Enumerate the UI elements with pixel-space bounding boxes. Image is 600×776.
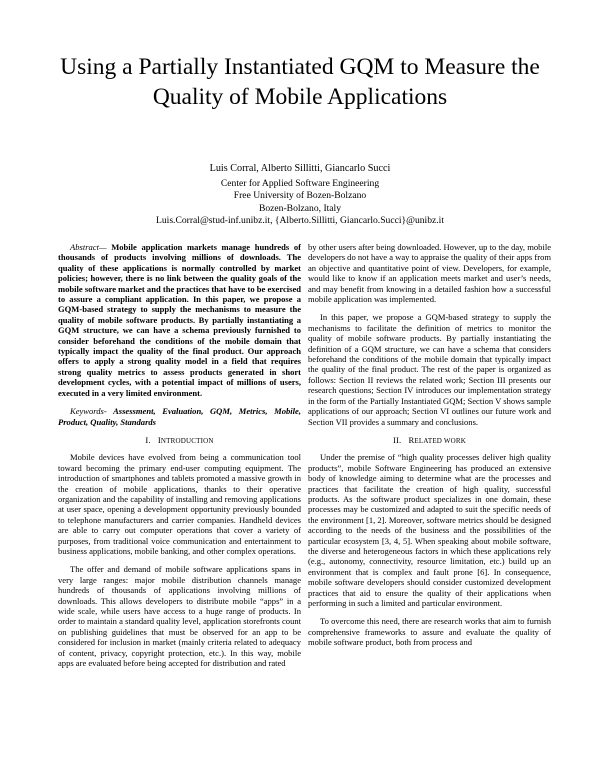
- keywords-text: Assessment, Evaluation, GQM, Metrics, Mobile, Product, Quality, Standards: [58, 406, 301, 427]
- author-names: Luis Corral, Alberto Sillitti, Giancarlo Succi: [209, 163, 391, 174]
- abstract-text: Mobile application markets manage hundreds of thousands of products involving millions of downloads. The quality of these applications is normally controlled by market policies; however, there is no link between the quality goals of the mobile software market and the practices that have to be exercised to assure a compliant application. In this paper, we propose a GQM-based strategy to supply the mechanisms to measure the quality of mobile software products. By partially instantiating a GQM structure, we can have a schema previously furnished to consider beforehand the conditions of the mobile domain that typically impact the quality of the final product. Our approach offers to apply a strong quality model in a field that requires strong quality metrics to assess products generated in short development cycles, with a potential impact of millions of users, executed in a very limited environment.: [58, 242, 301, 398]
- abstract-lead: Abstract—: [70, 242, 107, 252]
- section-initial: R: [408, 434, 415, 445]
- author-location: Bozen-Bolzano, Italy: [258, 202, 342, 214]
- author-emails: Luis.Corral@stud-inf.unibz.it, {Alberto.Sillitti, Giancarlo.Succi}@unibz.it: [156, 215, 444, 226]
- intro-paragraph-1: Mobile devices have evolved from being a communication tool toward becoming the primary end-user computing equipment. The introduction of smartphones and tablets promoted a massive growth in the creation of mobile applications, thanks to their operative organization and the capability of installing and removing applications at user space, opening a development opportunity previously bounded to telephone manufacturers and carrier companies. Handheld devices are able to carry out computer operations that cover a variety of purposes, from traditional voice communication and entertainment to business applications, mobile banking, and other complex operations.: [58, 452, 301, 556]
- intro-paragraph-2: The offer and demand of mobile software applications spans in very large ranges: major mobile distribution channels manage hundreds of thousands of applications involving millions of downloads. This allows developers to distribute mobile “apps” in a wide scale, while users have access to a huge range of products. In order to maintain a standard quality level, application storefronts count on publishing guidelines that must be observed for an app to be considered for inclusion in market (mainly criteria related to adequacy of content, privacy, copyright protection, etc.). In this way, mobile apps are evaluated before being accepted for distribution and rated: [58, 564, 301, 669]
- section-number: II.: [392, 434, 402, 445]
- keywords: [58, 406, 301, 427]
- author-block: [100, 163, 500, 228]
- section-title-rest: ELATED WORK: [414, 436, 467, 445]
- intro-paragraph-3: In this paper, we propose a GQM-based strategy to supply the mechanisms to facilitate the definition of metrics to monitor the quality of mobile software products. By partially instantiating the definition of a GQM structure, we can have a schema that considers beforehand the conditions of the mobile domain that typically impact the quality of the final product. The rest of the paper is organized as follows: Section II reviews the related work; Section III presents our research questions; Section IV introduces our implementation strategy in the form of the Partially Instantiated GQM; Section V shows sample applications of our approach; Section VI outlines our future work and Section VII provides a summary and conclusions.: [308, 312, 551, 427]
- section-initial: I: [157, 434, 161, 445]
- right-column: [308, 242, 551, 656]
- section-number: I.: [145, 434, 151, 445]
- author-affiliation: Center for Applied Software Engineering: [220, 177, 380, 189]
- section-heading-introduction: [58, 435, 301, 446]
- author-university: Free University of Bozen-Bolzano: [233, 190, 367, 201]
- abstract: [58, 242, 301, 398]
- keywords-lead: Keywords-: [70, 406, 107, 417]
- intro-paragraph-2-continued: by other users after being downloaded. However, up to the day, mobile developers do not have a way to appraise the quality of their apps from an objective and quantitative point of view. Developers, for example, would like to know if an application meets market and user’s needs, and may benefit from knowing in a detailed fashion how a successful mobile application was implemented.: [308, 242, 551, 305]
- related-paragraph-1: Under the premise of “high quality processes deliver high quality products”, mobile Software Engineering has produced an extensive body of knowledge aiming to determine what are the processes and practices that facilitate the creation of high quality, successful products. As the software product specializes in one domain, these processes may be customized and adapted to suit the specific needs of the environment [1, 2]. Moreover, software metrics should be designed according to the needs of the business and the possibilities of the particular ecosystem [3, 4, 5]. When speaking about mobile software, the diverse and heterogeneous factors in which these applications rely (e.g., autonomy, connectivity, resource limitation, etc.) build up an environment that is complex and fault prone [6]. In consequence, mobile software developers should consider customized development practices that aid to ensure the quality of their applications when performing in such a limited and particular environment.: [308, 452, 551, 608]
- section-title-rest: NTRODUCTION: [160, 436, 214, 445]
- section-heading-related-work: [308, 435, 551, 446]
- related-paragraph-2: To overcome this need, there are research works that aim to furnish comprehensive frameworks to assure and evaluate the quality of mobile software product, both from process and: [308, 616, 551, 648]
- paper-title: Using a Partially Instantiated GQM to Measure the Quality of Mobile Applications: [60, 54, 540, 110]
- left-column: [58, 242, 301, 676]
